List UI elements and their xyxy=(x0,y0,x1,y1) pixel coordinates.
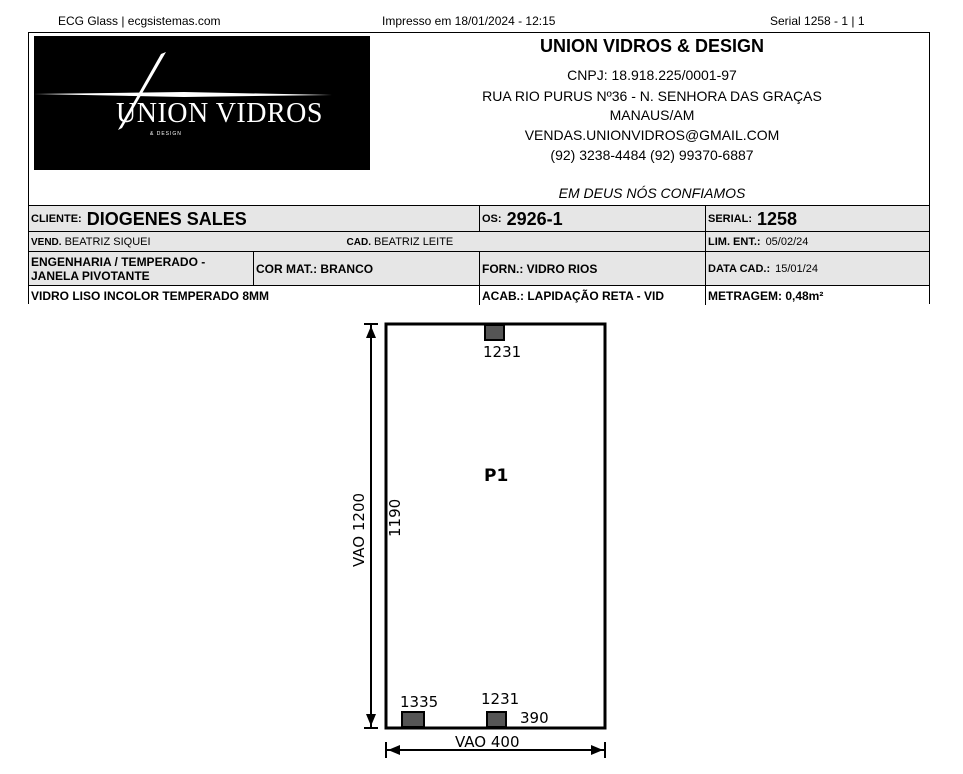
seller-name: BEATRIZ SIQUEI xyxy=(64,236,151,248)
top-hardware-code: 1231 xyxy=(483,343,522,361)
system-footer-left: ECG Glass | ecgsistemas.com xyxy=(58,14,221,28)
os-number: 2926-1 xyxy=(506,208,563,229)
registrar-label: CAD. xyxy=(346,236,371,248)
bottom-hardware-code: 1231 xyxy=(481,690,520,708)
company-cnpj: CNPJ: 18.918.225/0001-97 xyxy=(567,67,737,83)
glass-height-label: 1190 xyxy=(386,498,404,537)
area: METRAGEM: 0,48m² xyxy=(708,288,824,303)
supplier: FORN.: VIDRO RIOS xyxy=(482,262,598,276)
bottom-left-hardware xyxy=(402,712,424,727)
piece-label: P1 xyxy=(484,466,509,486)
vao-width-label: VAO 400 xyxy=(455,733,520,751)
serial-number: 1258 xyxy=(757,208,798,229)
company-motto: EM DEUS NÓS CONFIAMOS xyxy=(558,185,746,201)
client-label: CLIENTE: xyxy=(31,213,82,225)
company-name: UNION VIDROS & DESIGN xyxy=(539,36,765,56)
bottom-hinge xyxy=(487,712,506,727)
glass-panel xyxy=(386,324,605,728)
logo-text: UNION VIDROS xyxy=(116,98,323,129)
company-city: MANAUS/AM xyxy=(609,107,695,123)
bottom-offset: 390 xyxy=(520,709,549,727)
category-line1: ENGENHARIA / TEMPERADO - xyxy=(31,255,206,269)
os-label: OS: xyxy=(482,213,502,225)
delivery-limit-label: LIM. ENT.: xyxy=(708,236,761,248)
serial-page: Serial 1258 - 1 | 1 xyxy=(770,14,865,28)
logo-subtext: & DESIGN xyxy=(150,131,182,137)
glass-type: VIDRO LISO INCOLOR TEMPERADO 8MM xyxy=(31,288,270,303)
company-address: RUA RIO PURUS Nº36 - N. SENHORA DAS GRAÇAS xyxy=(482,88,822,104)
company-email: VENDAS.UNIONVIDROS@GMAIL.COM xyxy=(524,127,780,143)
print-date: Impresso em 18/01/2024 - 12:15 xyxy=(382,14,556,28)
finish: ACAB.: LAPIDAÇÃO RETA - VID xyxy=(482,288,664,303)
category-line2: JANELA PIVOTANTE xyxy=(31,269,150,283)
material-color: COR MAT.: BRANCO xyxy=(256,262,374,276)
seller-label: VEND. xyxy=(31,236,62,248)
company-phones: (92) 3238-4484 (92) 99370-6887 xyxy=(550,147,754,163)
top-hinge xyxy=(485,325,504,340)
bottom-left-hardware-code: 1335 xyxy=(400,693,439,711)
client-name: DIOGENES SALES xyxy=(86,208,247,229)
serial-label: SERIAL: xyxy=(708,213,752,225)
vao-height-label: VAO 1200 xyxy=(350,492,368,567)
delivery-limit-date: 05/02/24 xyxy=(765,236,809,248)
registration-date-label: DATA CAD.: xyxy=(708,263,771,275)
registration-date: 15/01/24 xyxy=(775,263,818,275)
registrar-name: BEATRIZ LEITE xyxy=(374,236,454,248)
